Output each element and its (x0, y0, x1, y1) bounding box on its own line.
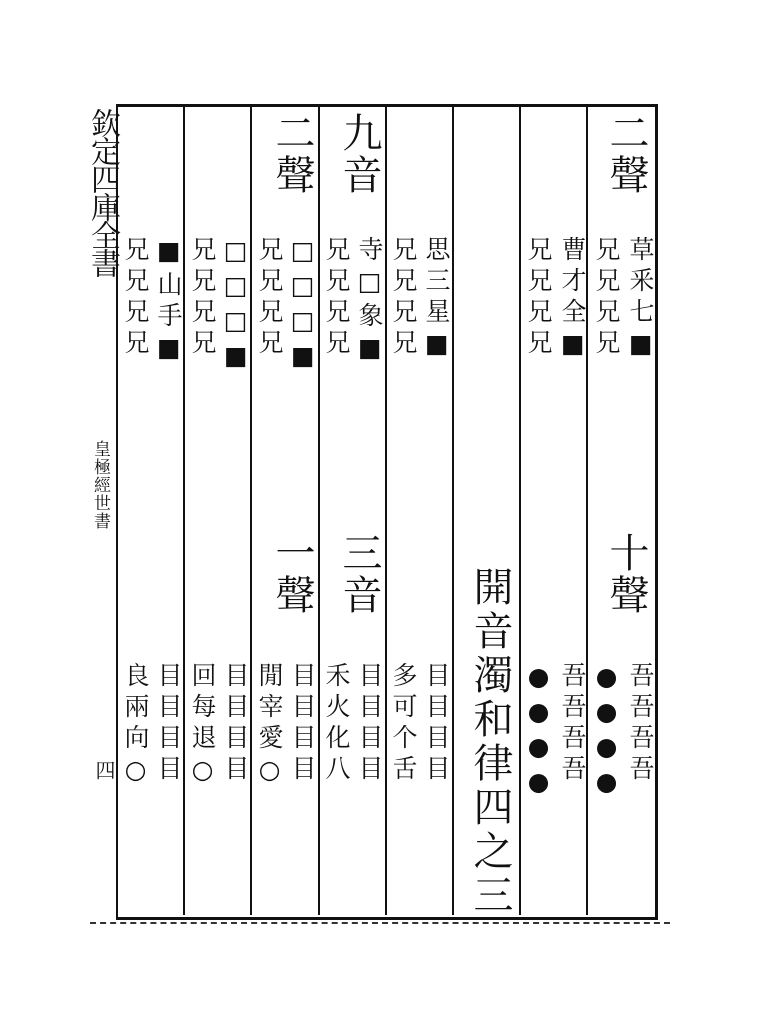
book-title: 欽定四庫全書 (85, 108, 120, 276)
char-line: ■山手■ (154, 236, 183, 368)
char-line: ●●●● (524, 662, 553, 802)
char-line: □□□■ (221, 236, 250, 376)
char-line: 目目目目 (154, 662, 183, 786)
char-line: 吾吾吾吾 (558, 662, 587, 786)
rhyme-heading: 二聲 (269, 112, 315, 196)
char-line: 寺□象■ (355, 236, 384, 368)
rhyme-heading: 二聲 (603, 112, 649, 196)
char-line: □□□■ (288, 236, 317, 376)
sub-title: 皇極經世書 (90, 440, 110, 530)
column-rule (586, 107, 588, 915)
char-line: 多可个舌 (389, 662, 418, 786)
column-rule (250, 107, 252, 915)
char-line: 兄兄兄兄 (389, 236, 418, 360)
char-line: 思三星■ (422, 236, 451, 364)
char-line: 良兩向○ (121, 662, 150, 790)
folio-number: 四 (92, 760, 116, 780)
char-line: 兄兄兄兄 (592, 236, 621, 360)
char-line: 吾吾吾吾 (626, 662, 655, 786)
char-line: 兄兄兄兄 (121, 236, 150, 360)
column-rule (519, 107, 521, 915)
char-line: 目目目目 (221, 662, 250, 786)
char-line: 目目目目 (355, 662, 384, 786)
page-frame (116, 104, 658, 920)
column-rule (183, 107, 185, 915)
char-line: 禾火化八 (322, 662, 351, 786)
char-line: 回每退○ (188, 662, 217, 790)
rhyme-heading: 九音 (336, 112, 382, 196)
char-line: 目目目目 (422, 662, 451, 786)
rhyme-heading: 一聲 (269, 532, 315, 616)
char-line: 閒宰愛○ (255, 662, 284, 790)
char-line: 兄兄兄兄 (524, 236, 553, 360)
rhyme-heading: 三音 (336, 532, 382, 616)
char-line: 兄兄兄兄 (322, 236, 351, 360)
column-rule (452, 107, 454, 915)
char-line: 目目目目 (288, 662, 317, 786)
rhyme-heading: 十聲 (603, 532, 649, 616)
char-line: ●●●● (592, 662, 621, 802)
char-line: 兄兄兄兄 (255, 236, 284, 360)
column-rule (385, 107, 387, 915)
char-line: 草釆七■ (626, 236, 655, 364)
bottom-edge (90, 922, 670, 930)
column-rule (318, 107, 320, 915)
char-line: 兄兄兄兄 (188, 236, 217, 360)
section-title: 開音濁和律四之三 (467, 566, 513, 918)
char-line: 曹才全■ (558, 236, 587, 364)
